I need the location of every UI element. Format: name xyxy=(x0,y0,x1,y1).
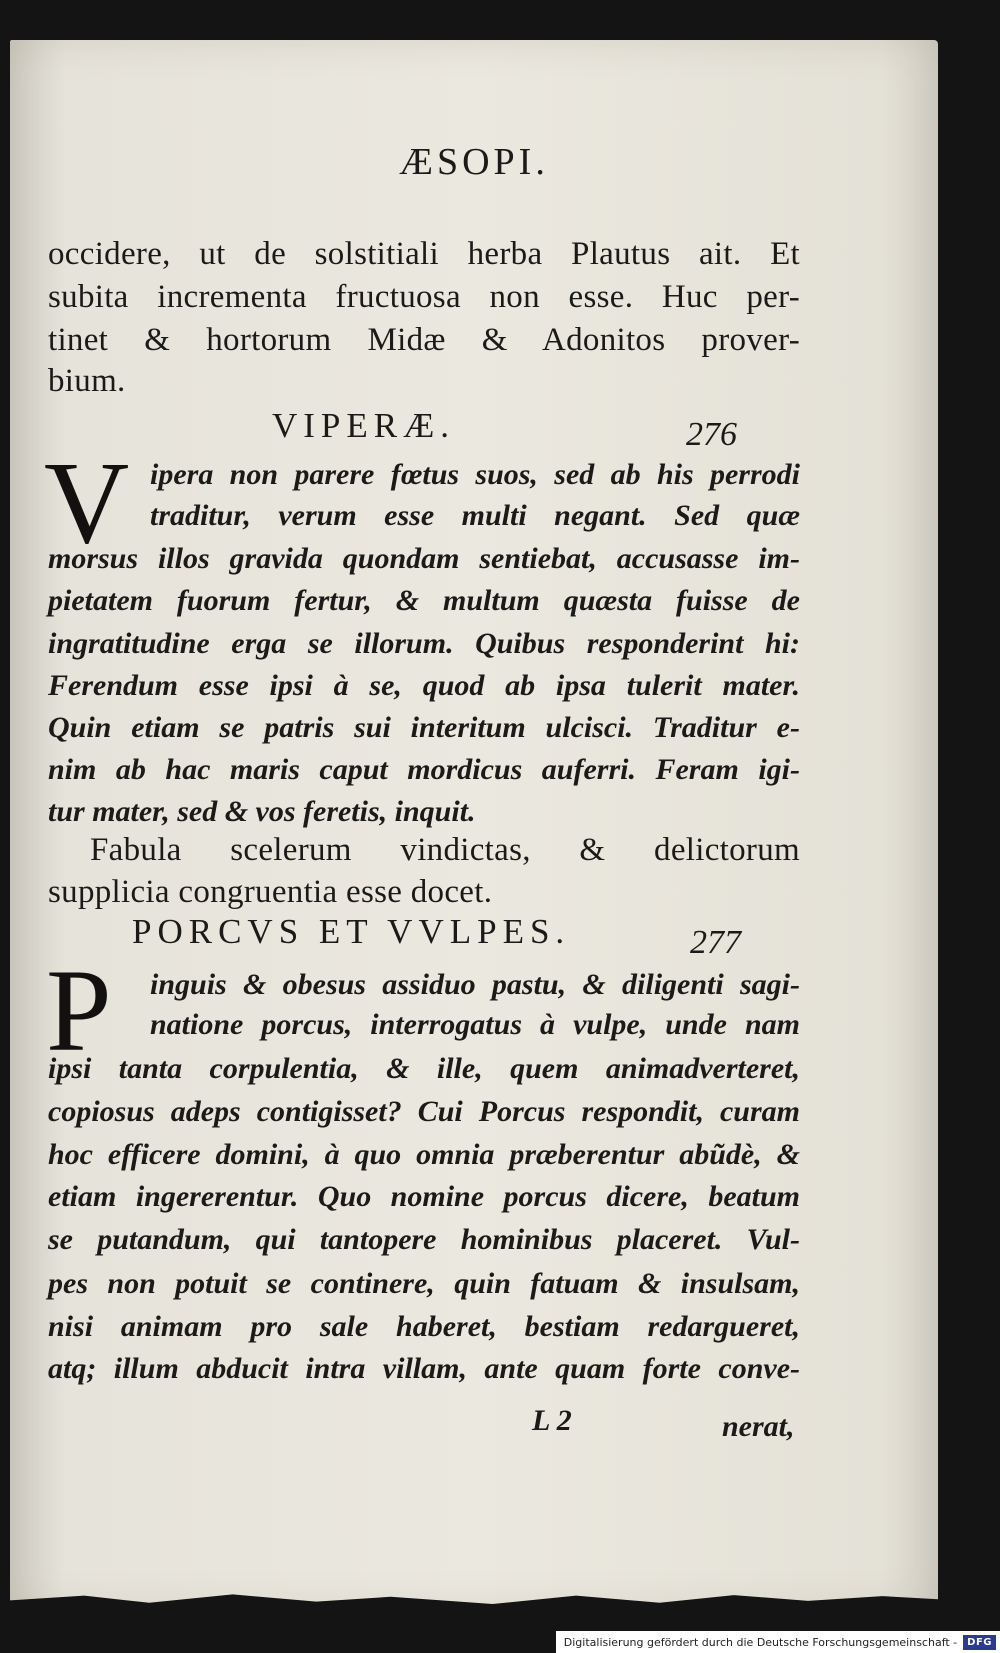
fable-line: pes non potuit se continere, quin fatuam & insulsam, xyxy=(48,1267,800,1300)
moral-line: supplicia congruentia esse docet. xyxy=(48,874,493,910)
fable-number-277: 277 xyxy=(690,924,741,961)
fable-line: ipera non parere fœtus suos, sed ab his perrodi xyxy=(150,458,800,491)
fable-line: nisi animam pro sale haberet, bestiam redargueret, xyxy=(48,1310,800,1343)
intro-line: bium. xyxy=(48,363,126,399)
funding-credit: Digitalisierung gefördert durch die Deutsche Forschungsgemeinschaft - xyxy=(563,1635,958,1649)
fable-line: se putandum, qui tantopere hominibus placeret. Vul- xyxy=(48,1223,800,1256)
fable-number-276: 276 xyxy=(686,416,737,453)
fable-heading-porcus-et-vulpes: PORCVS ET VVLPES. xyxy=(132,912,571,951)
intro-line: occidere, ut de solstitiali herba Plautus ait. Et xyxy=(48,236,800,272)
signature-mark: L 2 xyxy=(532,1404,572,1437)
fable-line: ingratitudine erga se illorum. Quibus responderint hi: xyxy=(48,627,800,660)
intro-line: subita incrementa fructuosa non esse. Huc per- xyxy=(48,279,800,315)
fable-line: natione porcus, interrogatus à vulpe, unde nam xyxy=(150,1008,800,1041)
fable-line: nim ab hac maris caput mordicus auferri. Feram igi- xyxy=(48,753,800,786)
fable-line: morsus illos gravida quondam sentiebat, accusasse im- xyxy=(48,542,800,575)
fable-line: Quin etiam se patris sui interitum ulcisci. Traditur e- xyxy=(48,711,800,744)
dropcap-p: P xyxy=(46,945,112,1076)
dfg-logo: DFG xyxy=(963,1635,996,1650)
fable-line: copiosus adeps contigisset? Cui Porcus respondit, curam xyxy=(48,1095,800,1128)
fable-line: inguis & obesus assiduo pastu, & diligenti sagi- xyxy=(150,968,800,1001)
fable-line: etiam ingererentur. Quo nomine porcus dicere, beatum xyxy=(48,1180,800,1213)
fable-line: Ferendum esse ipsi à se, quod ab ipsa tulerit mater. xyxy=(48,669,800,702)
fable-line: traditur, verum esse multi negant. Sed quæ xyxy=(150,499,800,532)
fable-heading-viperae: VIPERÆ. xyxy=(272,406,455,445)
moral-line: Fabula scelerum vindictas, & delictorum xyxy=(90,832,800,868)
footer-credit-bar xyxy=(556,1631,1000,1653)
fable-line: tur mater, sed & vos feretis, inquit. xyxy=(48,795,476,828)
dropcap-v: V xyxy=(44,437,130,568)
book-page xyxy=(10,40,938,1610)
intro-line: tinet & hortorum Midæ & Adonitos prover- xyxy=(48,322,800,358)
fable-line: pietatem fuorum fertur, & multum quæsta fuisse de xyxy=(48,584,800,617)
fable-line: hoc efficere domini, à quo omnia præberentur abũdè, & xyxy=(48,1138,800,1171)
fable-line: atq; illum abducit intra villam, ante quam forte conve- xyxy=(48,1352,800,1385)
running-head: ÆSOPI. xyxy=(399,141,549,183)
fable-line: ipsi tanta corpulentia, & ille, quem animadverteret, xyxy=(48,1052,800,1085)
catchword: nerat, xyxy=(722,1410,795,1443)
